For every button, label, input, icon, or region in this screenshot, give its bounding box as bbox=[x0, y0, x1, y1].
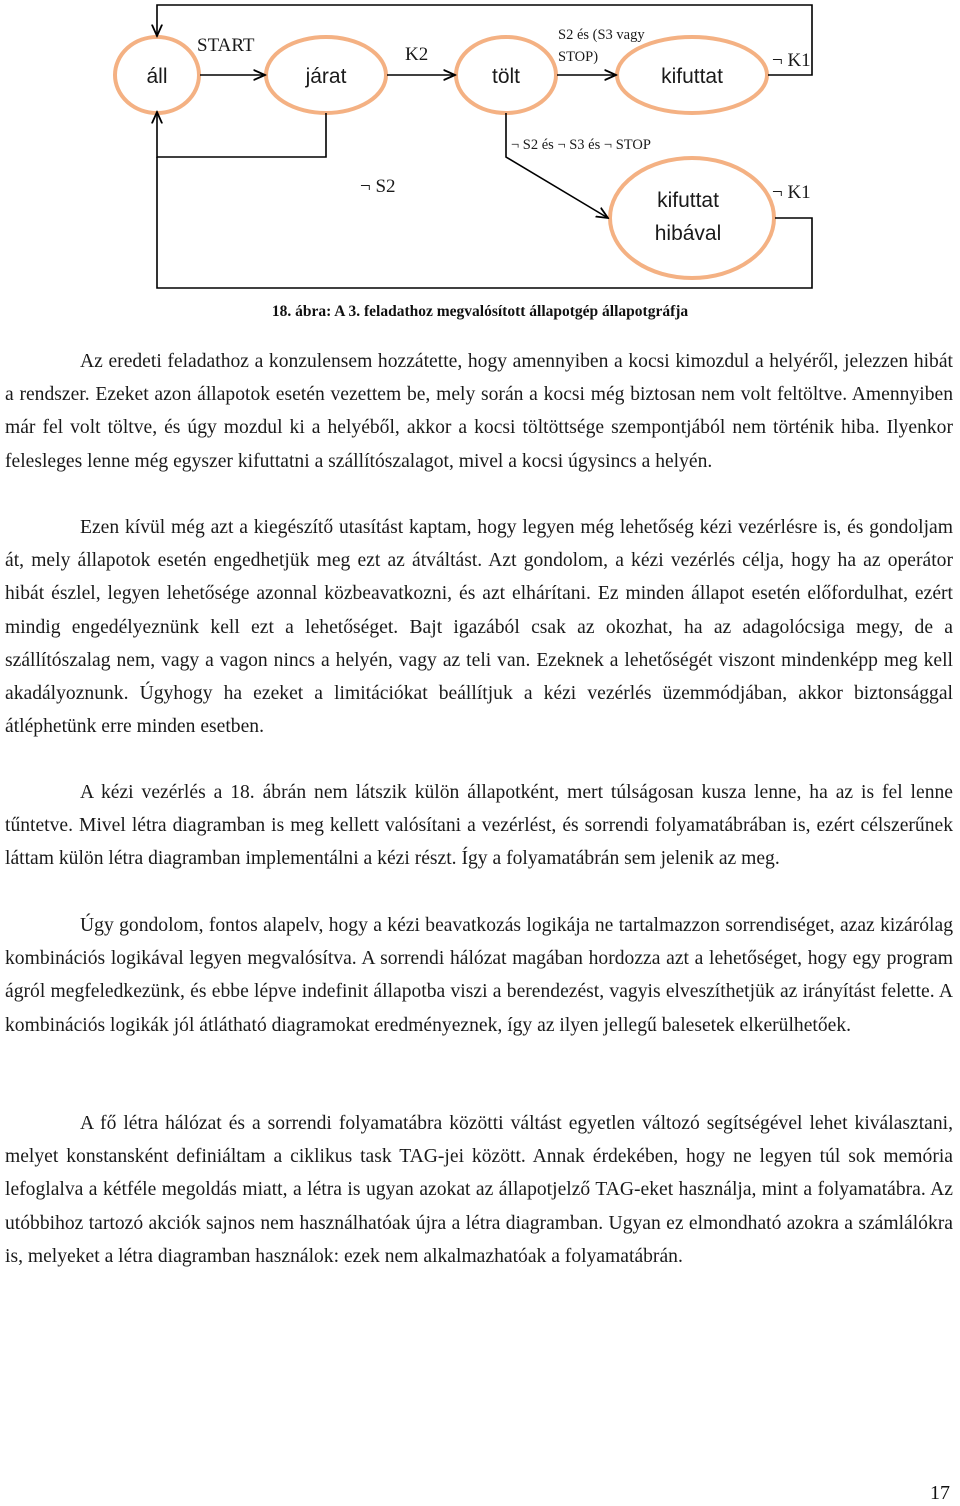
state-graph-diagram bbox=[0, 0, 960, 300]
label-s2-s3-stop-line2: STOP) bbox=[558, 49, 599, 65]
paragraph-4: Úgy gondolom, fontos alapelv, hogy a kézi beavatkozás logikája ne tartalmazzon sorrendiséget, azaz kizárólag kombinációs logikával legyen megvalósítva. A sorrendi hálózat magában hordozza azt a lehetőséget, hogy egy program ágról megfeledkezünk, és ebbe lépve indefinit állapotba viszi a berendezést, vagyis elveszíthetjük az irányítást felette. A kombinációs logikák jól átlátható diagramokat eredményeznek, így az ilyen jellegű balesetek elkerülhetőek. bbox=[5, 915, 953, 1036]
state-jarat-label: járat bbox=[305, 65, 347, 88]
paragraph-5: A fő létra hálózat és a sorrendi folyamatábra közötti váltást egyetlen változó segítségével lehet kiválasztani, melyet konstansként definiáltam a ciklikus task TAG-jei között. Annak érdekében, hogy ne legyen túl sok memória lefoglalva a kétféle megoldás miatt, a létra is ugyan azokat az állapotjelző TAG-eket használja, mint a folyamatábra. Az utóbbihoz tartozó akciók sajnos nem használhatóak újra a létra diagramban. Ugyan ez elmondható azokra a számlálókra is, melyeket a létra diagramban használok: ezek nem alkalmazhatóak a folyamatábrán. bbox=[5, 1113, 953, 1267]
label-not-s2: ¬ S2 bbox=[360, 176, 396, 197]
label-start: START bbox=[197, 35, 255, 56]
label-k2: K2 bbox=[405, 44, 429, 65]
arrow-tolt-to-kifuttat-hibaval bbox=[506, 113, 608, 218]
arrow-jarat-to-all bbox=[157, 112, 326, 157]
state-tolt-label: tölt bbox=[491, 65, 521, 88]
paragraph-2: Ezen kívül még azt a kiegészítő utasítást kaptam, hogy legyen még lehetőség kézi vezérlésre is, és gondoljam át, mely állapotok esetén engedhetjük meg ezt az átváltást. Azt gondolom, a kézi vezérlés célja, hogy ha az operátor hibát észlel, legyen lehetősége azonnal közbeavatkozni, és azt elhárítani. Ez minden állapot esetén előfordulhat, ezért mindig engedélyeznünk kell ezt a lehetőséget. Bajt igazából csak az okozhat, ha az adagolócsiga megy, de a szállítószalag nem, vagy a vagon nincs a helyén, vagy az teli van. Ezeknek a lehetőségét viszont mindenképp meg kell akadályoznunk. Úgyhogy ha ezeket a limitációkat beállítjuk a kézi vezérlés üzemmódjában, akkor biztonsággal átléphetünk erre minden esetben. bbox=[5, 517, 953, 738]
paragraph-1: Az eredeti feladathoz a konzulensem hozzátette, hogy amennyiben a kocsi kimozdul a helyéről, jelezzen hibát a rendszer. Ezeket azon állapotok esetén vezettem be, mely során a kocsi még biztosan nem volt feltöltve. Amennyiben már fel volt töltve, és úgy mozdul ki a helyéből, akkor a kocsi töltöttsége szempontjából nem történik hiba. Ilyenkor felesleges lenne még egyszer kifuttatni a szállítószalagot, mivel a kocsi úgysincs a helyén. bbox=[5, 351, 953, 472]
label-not-s2-s3-stop: ¬ S2 és ¬ S3 és ¬ STOP bbox=[511, 137, 651, 153]
page-number: 17 bbox=[930, 1482, 950, 1504]
paragraph-3: A kézi vezérlés a 18. ábrán nem látszik külön állapotként, mert túlságosan kusza lenne, ha az is fel lenne tűntetve. Mivel létra diagramban is meg kellett valósítani a vezérlést, és sorrendi folyamatábrában is, ezért célszerűnek láttam külön létra diagramban implementálni a kézi részt. Így a folyamatábrán sem jelenik az meg. bbox=[5, 782, 953, 870]
label-not-k1-bottom: ¬ K1 bbox=[772, 182, 811, 203]
state-kifuttat-hibaval-label-line1: kifuttat bbox=[657, 189, 719, 212]
label-s2-s3-stop-line1: S2 és (S3 vagy bbox=[558, 27, 645, 43]
state-kifuttat-hibaval bbox=[610, 158, 774, 278]
state-kifuttat-hibaval-label-line2: hibával bbox=[654, 222, 722, 245]
figure-caption: 18. ábra: A 3. feladathoz megvalósított állapotgép állapotgráfja bbox=[271, 303, 689, 320]
label-not-k1-top: ¬ K1 bbox=[772, 50, 811, 71]
state-kifuttat-label: kifuttat bbox=[661, 65, 723, 88]
state-all-label: áll bbox=[146, 65, 168, 88]
